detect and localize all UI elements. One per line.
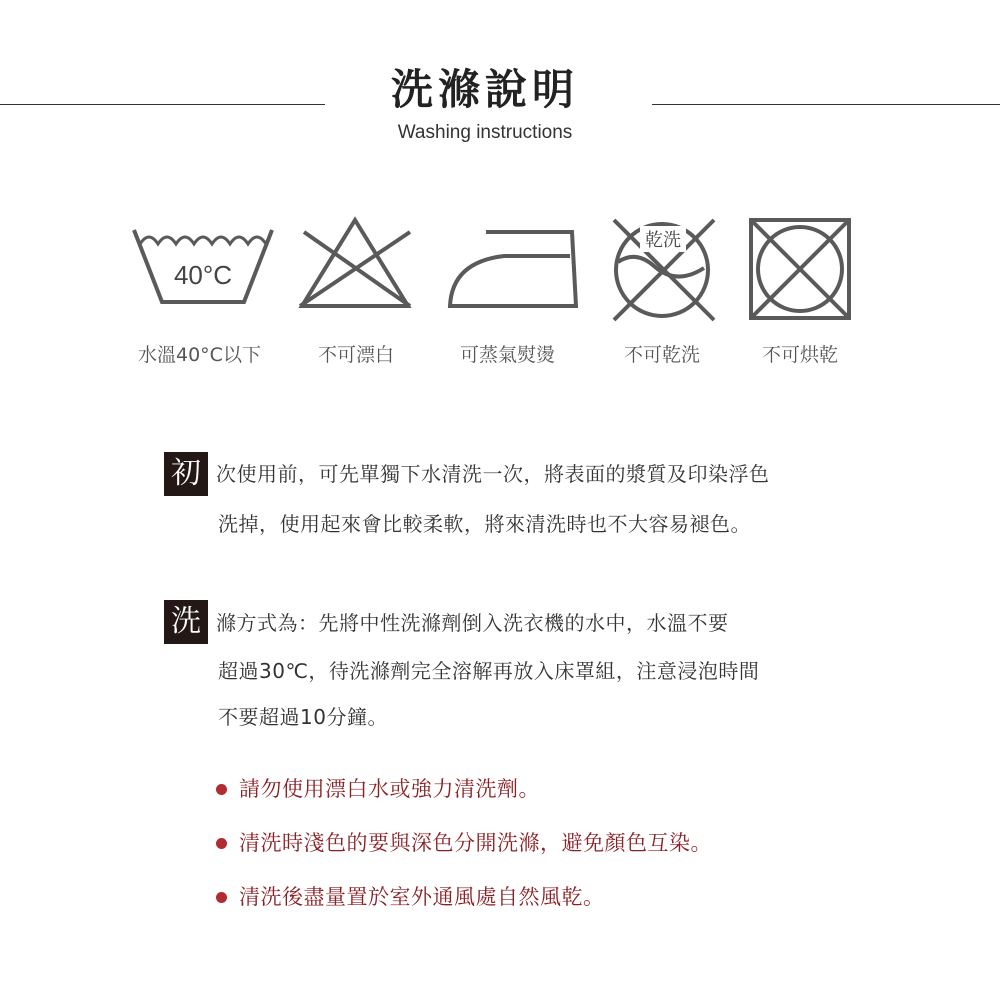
no-dry-clean-label: 不可乾洗 <box>624 344 701 366</box>
list-item <box>216 816 712 870</box>
no-tumble-dry-label: 不可烘乾 <box>762 344 839 366</box>
bullet-dot-icon <box>216 838 227 849</box>
section2-line-3: 不要超過10分鐘。 <box>218 705 388 729</box>
wash-40-label: 水溫40°C以下 <box>138 344 261 366</box>
note-text: 清洗時淺色的要與深色分開洗滌，避免顏色互染。 <box>239 831 712 855</box>
page-title: 洗滌說明 <box>390 65 579 114</box>
section2-line-2: 超過30℃，待洗滌劑完全溶解再放入床罩組，注意浸泡時間 <box>218 659 760 683</box>
bullet-dot-icon <box>216 784 227 795</box>
list-item <box>216 762 712 816</box>
section2-line-1: 滌方式為：先將中性洗滌劑倒入洗衣機的水中，水溫不要 <box>216 611 729 635</box>
no-bleach-icon <box>290 214 420 310</box>
no-bleach-label: 不可漂白 <box>318 344 395 366</box>
iron-icon <box>446 214 581 310</box>
iron-label: 可蒸氣熨燙 <box>460 344 556 366</box>
bullet-dot-icon <box>216 892 227 903</box>
wash-40-icon <box>132 214 274 306</box>
section2-drop-cap: 洗 <box>164 600 208 644</box>
page-subtitle: Washing instructions <box>397 122 573 143</box>
section1-drop-cap: 初 <box>164 452 208 496</box>
no-dry-clean-icon <box>602 214 722 322</box>
note-text: 請勿使用漂白水或強力清洗劑。 <box>239 777 540 801</box>
section1-line-1: 次使用前，可先單獨下水清洗一次，將表面的漿質及印染浮色 <box>216 462 770 486</box>
wash-temp-text: 40°C <box>173 260 233 290</box>
no-tumble-dry-icon <box>745 214 855 322</box>
note-text: 清洗後盡量置於室外通風處自然風乾。 <box>239 885 605 909</box>
dry-clean-text: 乾洗 <box>645 230 681 251</box>
section1-line-2: 洗掉，使用起來會比較柔軟，將來清洗時也不大容易褪色。 <box>218 512 751 536</box>
list-item <box>216 870 712 924</box>
notes-list <box>216 762 712 924</box>
